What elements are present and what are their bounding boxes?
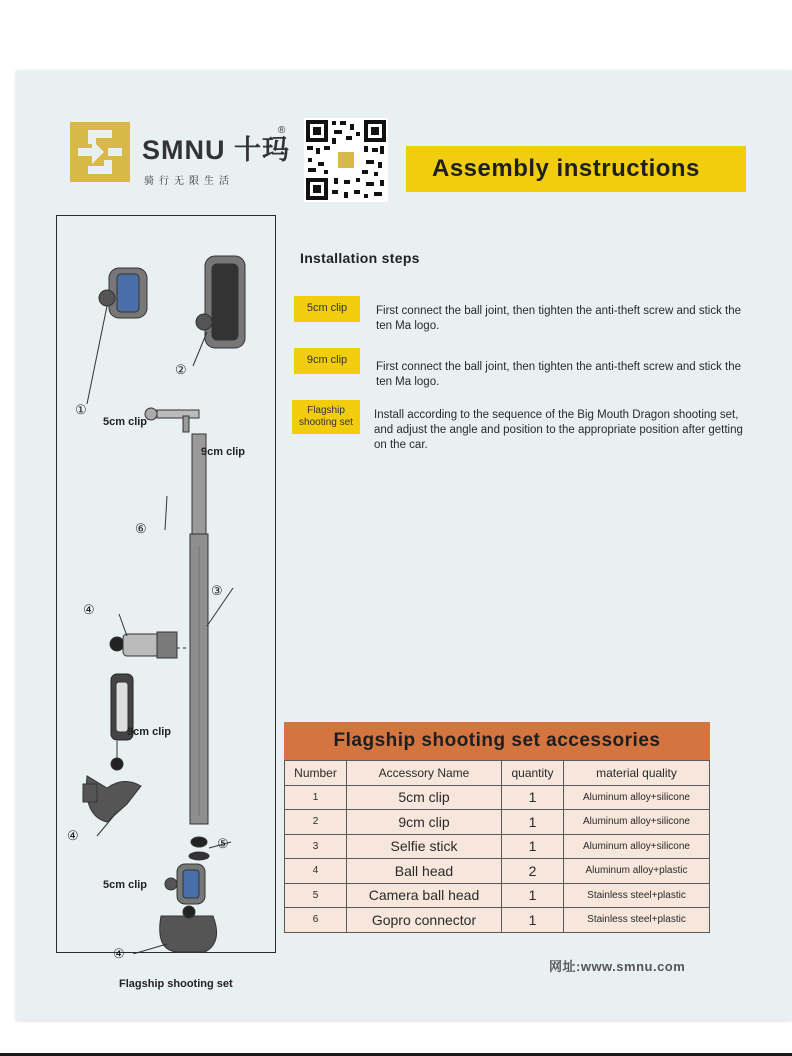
diagram-label-flagship-set: Flagship shooting set	[119, 978, 233, 990]
smnu-logo-icon	[70, 122, 130, 182]
row-accessory-name: Ball head	[347, 859, 502, 884]
website-url: 网址:www.smnu.com	[549, 959, 686, 974]
claw-mount-icon	[83, 776, 141, 822]
brand-slogan: 骑行无限生活	[144, 176, 234, 187]
row-number: 1	[285, 785, 347, 810]
row-material: Aluminum alloy+silicone	[564, 834, 710, 859]
registered-mark: ®	[278, 125, 286, 136]
row-quantity: 1	[502, 834, 564, 859]
instruction-sheet	[16, 70, 792, 1020]
callout-1: ①	[75, 402, 87, 417]
table-header-row	[285, 761, 710, 786]
header-number: Number	[285, 761, 347, 786]
installation-steps-heading: Installation steps	[300, 250, 420, 266]
callout-5: ⑤	[217, 836, 229, 851]
row-quantity: 2	[502, 859, 564, 884]
row-material: Aluminum alloy+silicone	[564, 785, 710, 810]
accessories-table	[284, 722, 710, 933]
callout-6: ⑥	[135, 521, 147, 536]
row-accessory-name: Camera ball head	[347, 883, 502, 908]
row-material: Aluminum alloy+silicone	[564, 810, 710, 835]
row-quantity: 1	[502, 883, 564, 908]
row-material: Stainless steel+plastic	[564, 883, 710, 908]
header-material-quality: material quality	[564, 761, 710, 786]
qr-code-icon	[304, 118, 388, 202]
row-quantity: 1	[502, 810, 564, 835]
step-tag-9cm-clip: 9cm clip	[294, 348, 360, 374]
step-text-5cm-clip: First connect the ball joint, then tighten the anti-theft screw and stick the ten Ma logo.	[376, 305, 742, 332]
step-tag-5cm-clip: 5cm clip	[294, 296, 360, 322]
callout-4-top: ④	[83, 602, 95, 617]
gopro-connector-icon	[145, 408, 199, 432]
claw-mount-bottom-icon	[160, 906, 217, 952]
row-number: 6	[285, 908, 347, 933]
row-accessory-name: Selfie stick	[347, 834, 502, 859]
assembly-diagram	[57, 216, 277, 954]
row-quantity: 1	[502, 908, 564, 933]
camera-ball-head-icon	[189, 837, 209, 860]
callout-2: ②	[175, 362, 187, 377]
ball-head-icon	[110, 632, 189, 658]
accessories-title: Flagship shooting set accessories	[284, 722, 710, 760]
table-row	[285, 834, 710, 859]
clip-9cm-icon	[196, 256, 245, 348]
table-row	[285, 785, 710, 810]
row-accessory-name: Gopro connector	[347, 908, 502, 933]
row-accessory-name: 9cm clip	[347, 810, 502, 835]
diagram-label-9cm-clip-mid: 9cm clip	[127, 726, 172, 738]
table-row	[285, 810, 710, 835]
accessories-grid	[284, 760, 710, 933]
callout-4-mid: ④	[67, 828, 79, 843]
table-row	[285, 908, 710, 933]
row-number: 3	[285, 834, 347, 859]
table-row	[285, 859, 710, 884]
row-material: Aluminum alloy+plastic	[564, 859, 710, 884]
page-title: Assembly instructions	[406, 146, 746, 192]
clip-9cm-mid-icon	[111, 674, 133, 770]
table-row	[285, 883, 710, 908]
diagram-label-9cm-clip: 9cm clip	[201, 446, 246, 458]
step-text-9cm-clip: First connect the ball joint, then tighten the anti-theft screw and stick the ten Ma logo.	[376, 361, 742, 388]
row-quantity: 1	[502, 785, 564, 810]
diagram-label-5cm-clip-bottom: 5cm clip	[103, 879, 148, 891]
clip-5cm-bottom-icon	[165, 864, 205, 904]
selfie-stick-icon	[190, 434, 208, 824]
step-tag-flagship-set: Flagship shooting set	[292, 400, 360, 434]
assembly-diagram-panel	[56, 215, 276, 990]
diagram-label-5cm-clip: 5cm clip	[103, 416, 148, 428]
header-quantity: quantity	[502, 761, 564, 786]
row-material: Stainless steel+plastic	[564, 908, 710, 933]
callout-3: ③	[211, 583, 223, 598]
callout-4-bottom: ④	[113, 946, 125, 961]
header-accessory-name: Accessory Name	[347, 761, 502, 786]
row-accessory-name: 5cm clip	[347, 785, 502, 810]
step-text-flagship-set: Install according to the sequence of the Big Mouth Dragon shooting set, and adjust the angle and position to the appropriate position after getting on the car.	[374, 409, 743, 451]
row-number: 2	[285, 810, 347, 835]
row-number: 5	[285, 883, 347, 908]
brand-name: SMNU 十玛	[142, 135, 290, 165]
row-number: 4	[285, 859, 347, 884]
